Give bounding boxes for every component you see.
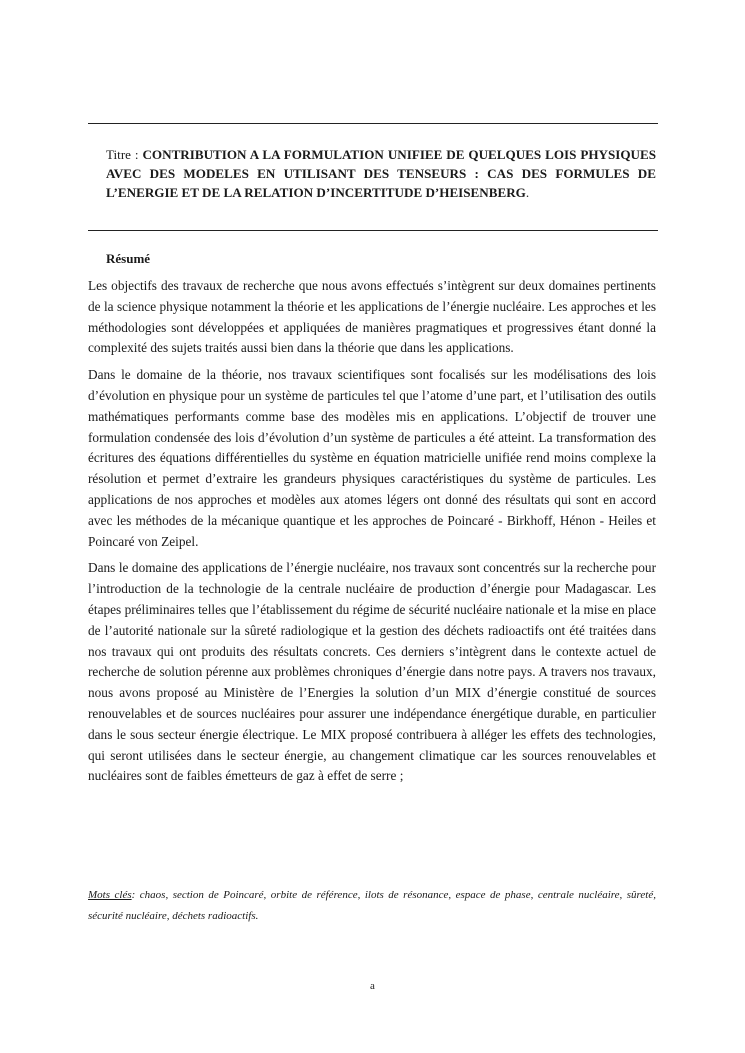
keywords-text: chaos, section de Poincaré, orbite de référence, ilots de résonance, espace de phase, centrale nucléaire, sûreté, sécurité nucléaire, déchets radioactifs. — [88, 889, 656, 922]
thesis-title — [106, 145, 656, 202]
title-label: Titre : — [106, 147, 143, 162]
keywords-block — [88, 885, 656, 927]
title-end: . — [525, 185, 530, 200]
title-text: CONTRIBUTION A LA FORMULATION UNIFIEE DE QUELQUES LOIS PHYSIQUES AVEC DES MODELES EN UTILISANT DES TENSEURS : CAS DES FORMULES DE L’ENERGIE ET DE LA RELATION D’INCERTITUDE D’HEISENBERG — [106, 147, 656, 200]
bottom-divider — [88, 230, 658, 231]
resume-paragraph-3: Dans le domaine des applications de l’énergie nucléaire, nos travaux sont concentrés sur la recherche pour l’introduction de la technologie de la centrale nucléaire de production d’énergie pour Madagascar. Les étapes préliminaires telles que l’établissement du régime de sécurité nucléaire nationale et la mise en place de l’autorité nationale sur la sûreté radiologique et la gestion des déchets radioactifs ont été traitées dans nos travaux qui ont produits des résultats concrets. Ces derniers s’intègrent dans le contexte actuel de recherche de solution pérenne aux problèmes chroniques d’énergie dans notre pays. A travers nos travaux, nous avons proposé au Ministère de l’Energies la solution d’un MIX d’énergie constitué de sources renouvelables et de sources nucléaires pour assurer une indépendance énergétique durable, en particulier dans le sous secteur énergie électrique. Le MIX proposé contribuera à alléger les effets des technologies, qui seront utilisées dans le secteur énergie, au changement climatique car les sources renouvelables et nucléaires sont de faibles émetteurs de gaz à effet de serre ; — [88, 560, 656, 784]
resume-heading: Résumé — [106, 251, 151, 266]
keywords-label: Mots clés — [88, 889, 132, 901]
page-number: a — [370, 980, 375, 992]
resume-paragraph-2: Dans le domaine de la théorie, nos travaux scientifiques sont focalisés sur les modélisations des lois d’évolution en physique pour un système de particules tel que l’atome d’une part, et l’utilisation des outils mathématiques performants comme base des modèles mis en applications. L’objectif de trouver une formulation condensée des lois d’évolution d’un système de particules a été atteint. La transformation des écritures des équations différentielles du système en équation matricielle unifiée rend moins complexe la résolution et permet d’extraire les grandeurs physiques caractéristiques du système de particules. Les applications de nos approches et modèles aux atomes légers ont donné des résultats qui sont en accord avec les méthodes de la mécanique quantique et les approches de Poincaré - Birkhoff, Hénon - Heiles et Poincaré von Zeipel. — [88, 367, 656, 549]
resume-body — [88, 276, 656, 793]
keywords-separator: : — [131, 889, 140, 901]
resume-paragraph-1: Les objectifs des travaux de recherche que nous avons effectués s’intègrent sur deux domaines pertinents de la science physique notamment la théorie et les applications de l’énergie nucléaire. Les approches et les méthodologies sont développées et appliquées de manières pragmatiques et progressives étant donné la complexité des sujets traités aussi bien dans la théorie que dans les applications. — [88, 278, 656, 356]
top-divider — [88, 123, 658, 124]
